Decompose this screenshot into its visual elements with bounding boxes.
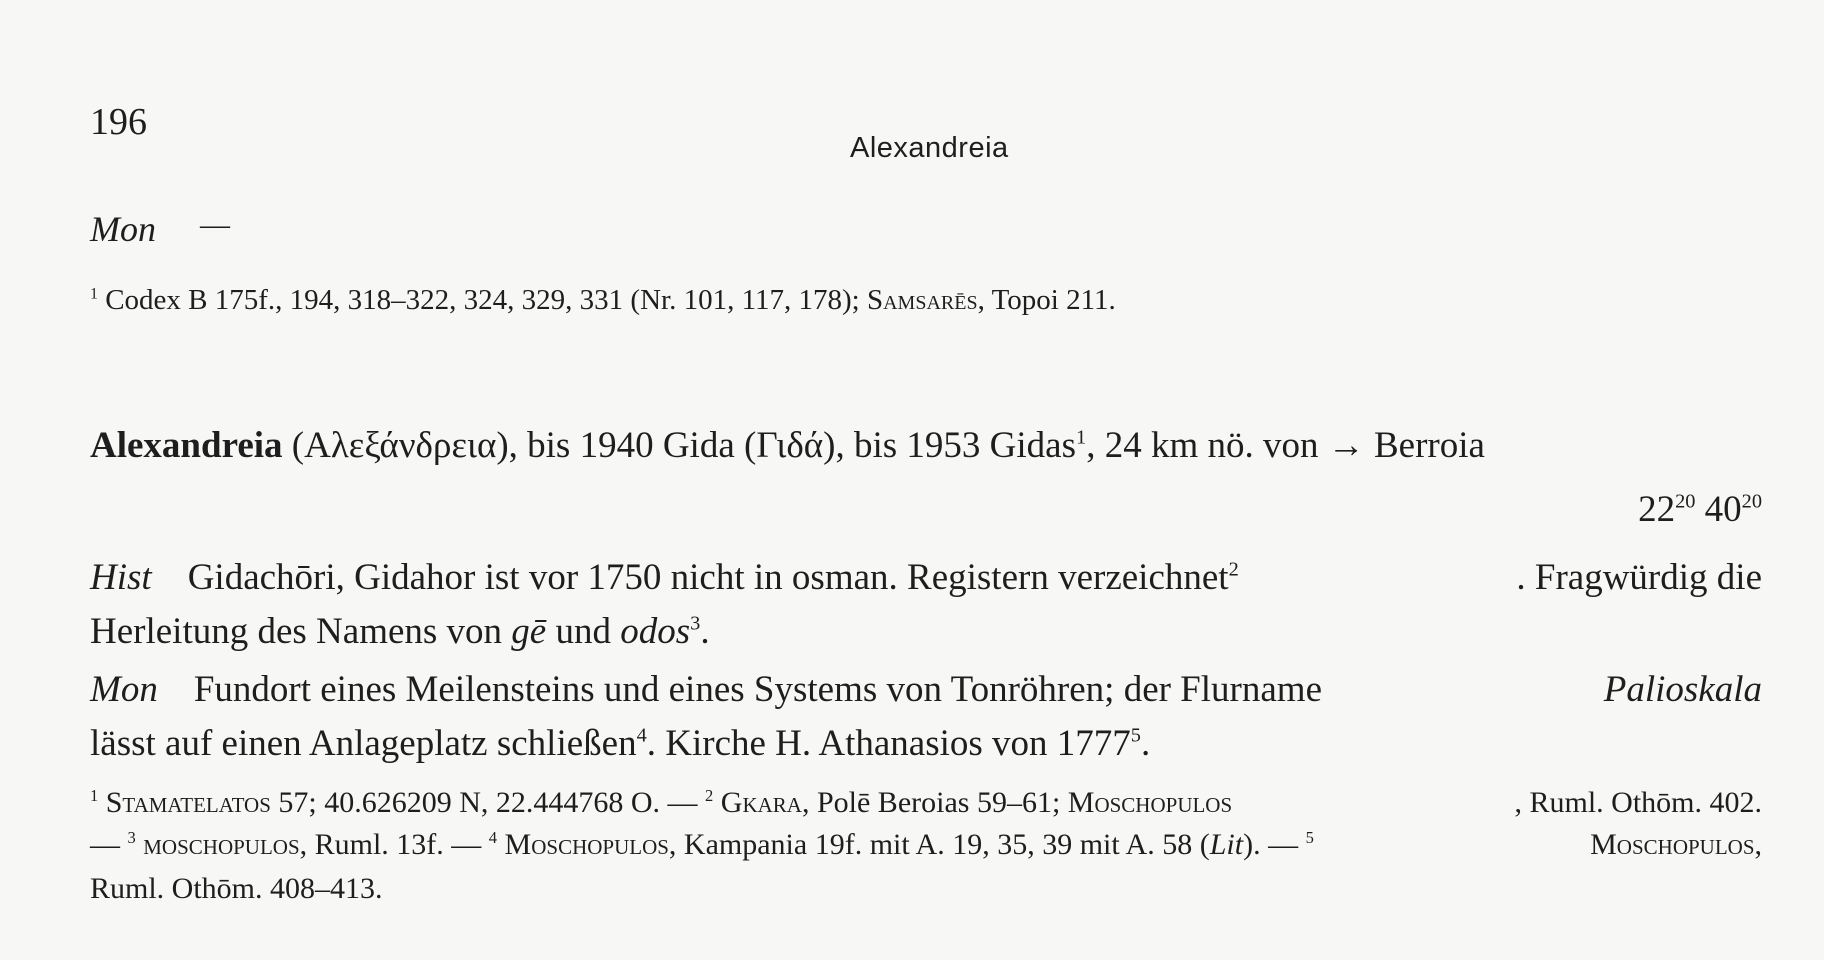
mon-line-2: lässt auf einen Anlageplatz schließen$^4$. Kirche H. Athanasios von 1777$^5$.	[90, 723, 1151, 764]
entry-title: Alexandreia	[90, 425, 283, 466]
page-number: 196	[90, 101, 147, 143]
prev-mon-label: Mon	[90, 209, 156, 249]
footnote-text: Codex B 175f., 194, 318–322, 324, 329, 331 (Nr. 101, 117, 178);	[105, 284, 867, 316]
prev-footnote	[90, 284, 1116, 317]
footnote-author: Samsarēs	[866, 284, 978, 316]
footnote-ref: 2	[1228, 558, 1239, 581]
hist-line-1: Hist Gidachōri, Gidahor ist vor 1750 nicht in osman. Registern verzeichnet$^2$ . Fragwürdig die	[90, 557, 1762, 598]
footnote-line-1: $^1$ Stamatelatos 57; 40.626209 N, 22.444768 O. — $^2$ Gkara, Polē Beroias 59–61; Moschopulos , Ruml. Othōm. 402.	[90, 786, 1762, 819]
mon-line-1: Mon Fundort eines Meilensteins und eines Systems von Tonröhren; der Flurname Palioskala	[90, 669, 1762, 710]
footnote-ref: 5	[1130, 724, 1141, 747]
footnote-ref: 3	[690, 612, 701, 635]
prev-mon-dash: —	[200, 208, 230, 241]
hist-label: Hist	[90, 557, 152, 598]
footnote-marker: 1	[90, 285, 98, 303]
footnote-text-rest: , Topoi 211.	[977, 284, 1116, 316]
entry-text-rest: , 24 km nö. von → Berroia	[1086, 425, 1485, 466]
footnote-line-2: — $^3$ moschopulos, Ruml. 13f. — $^4$ Moschopulos, Kampania 19f. mit A. 19, 35, 39 mit A. 58 (Lit). — $^5$ Moschopulos,	[90, 828, 1762, 861]
running-head: Alexandreia	[850, 132, 1009, 164]
footnote-line-3: Ruml. Othōm. 408–413.	[90, 872, 383, 905]
entry-text: (Αλεξάνδρεια), bis 1940 Gida (Γιδά), bis 1953 Gidas	[282, 425, 1077, 466]
footnote-ref: 1	[1076, 426, 1087, 449]
mon-label: Mon	[90, 669, 158, 710]
coordinates: $22^{20}$ $40^{20}$	[1638, 489, 1762, 530]
entry-heading-line	[90, 424, 1485, 467]
footnote-ref: 4	[636, 724, 647, 747]
hist-line-2: Herleitung des Namens von gē und odos$^3$.	[90, 611, 710, 652]
